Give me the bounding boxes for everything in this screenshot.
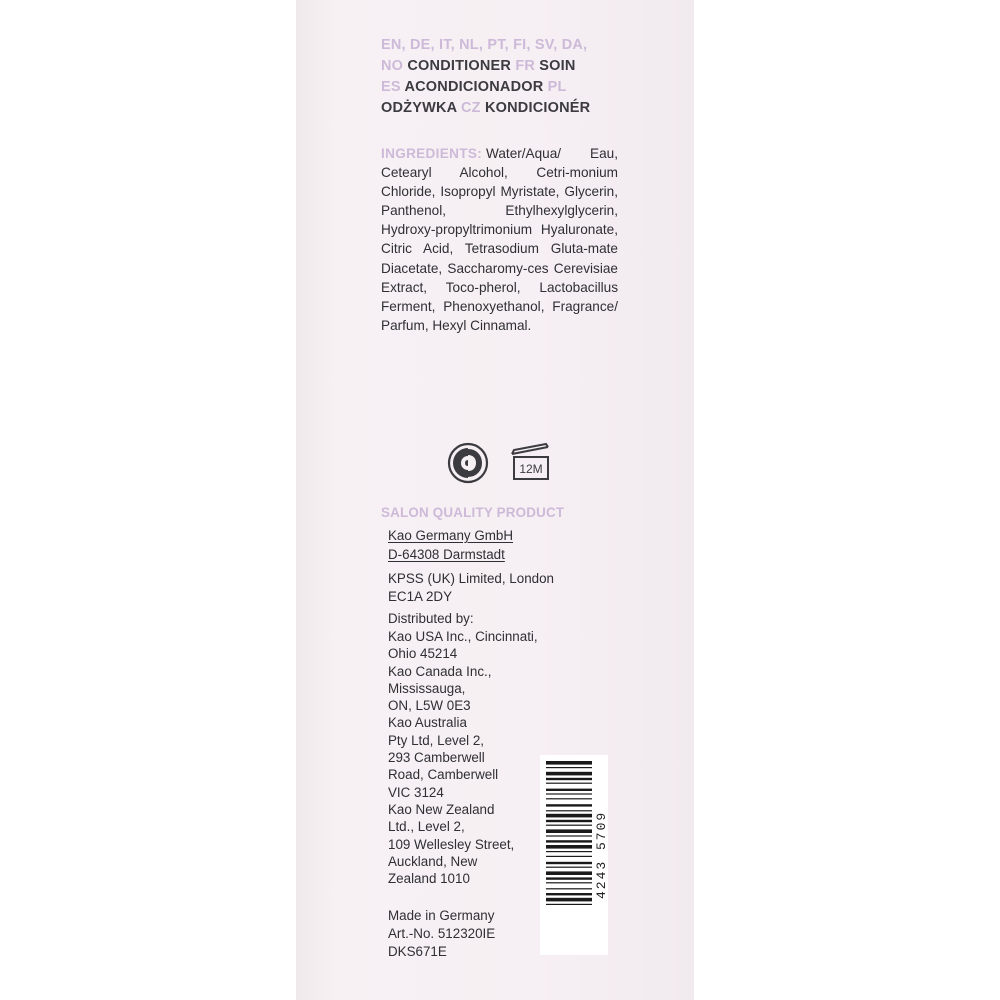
distributor-line: Pty Ltd, Level 2, xyxy=(388,732,485,748)
barcode-bar xyxy=(546,820,592,822)
barcode-bar xyxy=(546,840,592,842)
distributor-line: Zealand 1010 xyxy=(388,871,470,887)
language-product-names xyxy=(381,35,621,119)
ingredients-list xyxy=(381,144,618,335)
barcode-bar xyxy=(546,804,592,806)
distributor-line: Kao Canada Inc., xyxy=(388,663,492,679)
barcode-bars xyxy=(542,755,598,955)
barcode-bar xyxy=(546,893,592,895)
barcode-bar xyxy=(546,814,592,818)
barcode-bar xyxy=(546,904,592,905)
distributor-line: VIC 3124 xyxy=(388,784,444,800)
distributor-line: Kao Australia xyxy=(388,715,467,731)
barcode-bar xyxy=(546,772,592,776)
barcode-bar xyxy=(546,877,592,879)
barcode-bar xyxy=(546,810,592,811)
product-name-en: CONDITIONER xyxy=(407,58,512,74)
language-code-no: NO xyxy=(381,58,404,74)
ingredients-text: Water/Aqua/ Eau, Cetearyl Alcohol, Cetri-monium Chloride, Isopropyl Myristate, Glycerin, Panthenol, Ethylhexylglycerin, Hydroxy-propyltrimonium Hyaluronate, Citric Acid, Tetrasodium Gluta-mate Diacetate, Saccharomy-ces Cerevisiae Extract, Toco-pherol, Lactobacillus Ferment, Phenoxyethanol, Fragrance/ Parfum, Hexyl Cinnamal. xyxy=(381,146,618,333)
product-name-es: ACONDICIONADOR xyxy=(404,79,544,95)
period-after-opening-icon xyxy=(508,437,554,483)
barcode-bar xyxy=(546,862,592,864)
product-name-fr: SOIN xyxy=(539,58,576,74)
product-name-cz: KONDICIONÉR xyxy=(484,100,591,116)
barcode-bar xyxy=(546,882,592,883)
barcode-bar xyxy=(546,783,592,784)
barcode-bar xyxy=(546,898,592,902)
barcode-bar xyxy=(546,835,592,836)
barcode-bar xyxy=(546,798,592,799)
barcode-bar xyxy=(546,789,592,791)
barcode-bar xyxy=(546,778,592,780)
barcode-bar xyxy=(546,851,592,852)
distributor-line: Road, Camberwell xyxy=(388,767,499,783)
article-number: Art.-No. 512320IE xyxy=(388,926,496,941)
manufacturer-line-1: Kao Germany GmbH xyxy=(388,528,514,543)
language-code-cz: CZ xyxy=(461,100,481,116)
language-code-es: ES xyxy=(381,79,401,95)
barcode-bar xyxy=(546,825,592,826)
distributed-label: Distributed by: xyxy=(388,611,474,626)
language-code-pl: PL xyxy=(547,79,567,95)
language-codes: EN, DE, IT, NL, PT, FI, SV, DA, xyxy=(381,37,588,53)
barcode-bar xyxy=(546,867,592,868)
distributor-line: Ohio 45214 xyxy=(388,646,458,662)
language-code-fr: FR xyxy=(515,58,536,74)
dks-code: DKS671E xyxy=(388,944,447,959)
made-in: Made in Germany xyxy=(388,908,495,923)
product-name-pl: ODŻYWKA xyxy=(381,100,457,116)
distributor-addresses xyxy=(388,628,538,887)
distributor-line: Kao New Zealand xyxy=(388,801,495,817)
barcode-bar xyxy=(546,761,592,765)
barcode-bar xyxy=(546,856,592,857)
manufacturer-line-2: D-64308 Darmstadt xyxy=(388,547,505,562)
ingredients-label: INGREDIENTS: xyxy=(381,146,483,161)
distributor-line: Ltd., Level 2, xyxy=(388,819,465,835)
barcode-bar xyxy=(546,829,592,833)
distributor-line: Mississauga, xyxy=(388,680,466,696)
barcode-bar xyxy=(546,845,592,849)
barcode-bar xyxy=(546,871,592,875)
distributor-line: 293 Camberwell xyxy=(388,750,485,766)
barcode-digits: 4243 5709 xyxy=(594,810,609,900)
barcode-bar xyxy=(546,888,592,889)
green-dot-recycle-icon xyxy=(447,442,489,484)
distributor-line: ON, L5W 0E3 xyxy=(388,698,471,714)
distributor-line: Auckland, New xyxy=(388,853,478,869)
uk-line-2: EC1A 2DY xyxy=(388,589,453,604)
pao-label: 12M xyxy=(519,462,543,476)
distributor-line: Kao USA Inc., Cincinnati, xyxy=(388,629,538,644)
uk-line-1: KPSS (UK) Limited, London xyxy=(388,571,554,586)
salon-quality-heading: SALON QUALITY PRODUCT xyxy=(381,505,565,520)
barcode-bar xyxy=(546,793,592,794)
distributor-line: 109 Wellesley Street, xyxy=(388,836,515,852)
barcode-bar xyxy=(546,767,592,768)
